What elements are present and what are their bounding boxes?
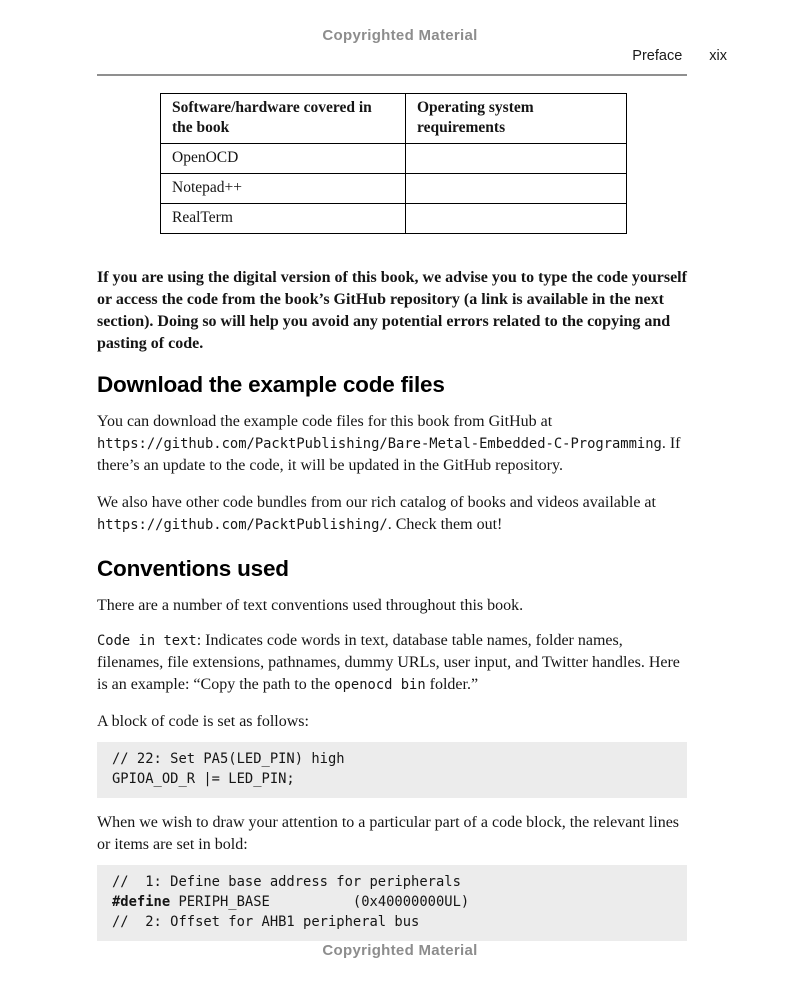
header-rule: [97, 74, 687, 76]
digital-version-note: If you are using the digital version of this book, we advise you to type the code yourself or access the code from the book’s GitHub repository (a link is available in the next section). Doing so will help you avoid any potential errors related to the copying and pasting of code.: [97, 269, 687, 352]
code-block-2: [97, 865, 687, 941]
heading-download-example-code: Download the example code files: [97, 372, 445, 397]
code-in-text-paragraph: Code in text: Indicates code words in text, database table names, folder names, filenames, file extensions, pathnames, dummy URLs, user input, and Twitter handles. Here is an example: “Copy the path to the openocd bin folder.”: [97, 632, 680, 693]
table-header-row: [161, 94, 627, 144]
code-line: #define PERIPH_BASE (0x40000000UL): [112, 894, 470, 910]
copyright-watermark-bottom: Copyrighted Material: [322, 942, 478, 959]
code-line: // 22: Set PA5(LED_PIN) high: [112, 751, 345, 767]
table-cell-software: OpenOCD: [161, 144, 406, 174]
code-line: GPIOA_OD_R |= LED_PIN;: [112, 771, 295, 787]
table-cell-os: [406, 144, 627, 174]
running-header-title: Preface: [632, 48, 683, 64]
software-requirements-table: [160, 93, 627, 234]
table-header-software: Software/hardware covered in the book: [161, 94, 406, 144]
copyright-watermark-top: Copyrighted Material: [322, 27, 478, 44]
table-cell-software: RealTerm: [161, 204, 406, 234]
table-cell-software: Notepad++: [161, 174, 406, 204]
table-header-os: Operating system requirements: [406, 94, 627, 144]
code-line: // 1: Define base address for peripherals: [112, 874, 461, 890]
table-row: [161, 174, 627, 204]
bold-code-intro: When we wish to draw your attention to a particular part of a code block, the relevant lines or items are set in bold:: [97, 814, 680, 853]
heading-conventions-used: Conventions used: [97, 556, 289, 581]
code-block-1: [97, 742, 687, 798]
download-paragraph-2: We also have other code bundles from our rich catalog of books and videos available at https://github.com/PacktPublishing/. Check them out!: [97, 494, 656, 533]
table-row: [161, 204, 627, 234]
code-block-intro: A block of code is set as follows:: [97, 713, 309, 730]
conventions-intro: There are a number of text conventions used throughout this book.: [97, 597, 524, 614]
page-number: xix: [709, 48, 727, 64]
download-paragraph-1: You can download the example code files for this book from GitHub at https://github.com/PacktPublishing/Bare-Metal-Embedded-C-Programming. If there’s an update to the code, it will be updated in the GitHub repository.: [97, 413, 681, 474]
code-line: // 2: Offset for AHB1 peripheral bus: [112, 914, 420, 930]
running-header: [97, 48, 727, 64]
page-content: [97, 93, 687, 955]
table-cell-os: [406, 204, 627, 234]
table-row: [161, 144, 627, 174]
table-cell-os: [406, 174, 627, 204]
